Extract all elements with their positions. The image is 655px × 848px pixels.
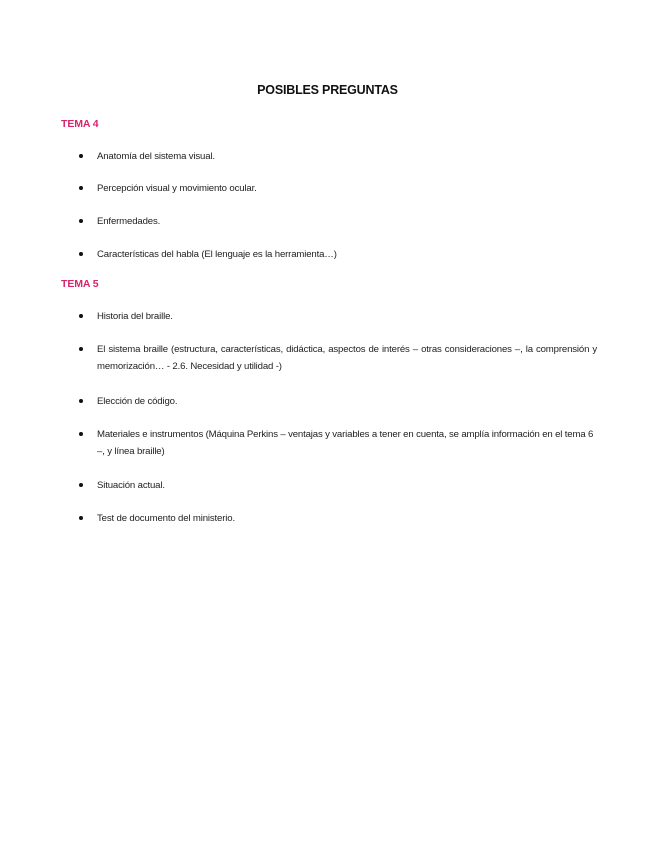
list-item	[0, 510, 655, 527]
list-item-text: Test de documento del ministerio.	[97, 513, 235, 524]
list-item-text: Elección de código.	[97, 396, 178, 407]
bullet-icon	[79, 219, 83, 223]
list-item-text: Historia del braille.	[97, 311, 173, 322]
list-item-text: Situación actual.	[97, 480, 165, 491]
bullet-icon	[79, 347, 83, 351]
list-item	[0, 246, 655, 263]
bullet-icon	[79, 252, 83, 256]
section-heading-tema-4: TEMA 4	[61, 118, 99, 130]
bullet-icon	[79, 399, 83, 403]
list-item	[0, 213, 655, 230]
list-item-text: Enfermedades.	[97, 216, 161, 227]
list-item	[0, 477, 655, 494]
list-item	[0, 180, 655, 197]
list-item	[0, 341, 655, 375]
bullet-icon	[79, 483, 83, 487]
list-item	[0, 426, 655, 460]
bullet-icon	[79, 516, 83, 520]
bullet-icon	[79, 432, 83, 436]
list-item	[0, 308, 655, 325]
list-item-text: Materiales e instrumentos (Máquina Perkins – ventajas y variables a tener en cuenta, se amplía información en el tema 6 –, y línea braille)	[97, 429, 594, 457]
list-item-text: Anatomía del sistema visual.	[97, 151, 215, 162]
list-item	[0, 393, 655, 410]
page-title: POSIBLES PREGUNTAS	[257, 83, 398, 97]
list-item	[0, 148, 655, 165]
bullet-icon	[79, 314, 83, 318]
section-heading-tema-5: TEMA 5	[61, 278, 99, 290]
bullet-icon	[79, 154, 83, 158]
list-item-text: Percepción visual y movimiento ocular.	[97, 183, 257, 194]
bullet-icon	[79, 186, 83, 190]
list-item-text: Características del habla (El lenguaje es la herramienta…)	[97, 249, 337, 260]
list-item-text: El sistema braille (estructura, características, didáctica, aspectos de interés – otras consideraciones –, la comprensión y memorización… - 2.6. Necesidad y utilidad -)	[97, 344, 597, 372]
